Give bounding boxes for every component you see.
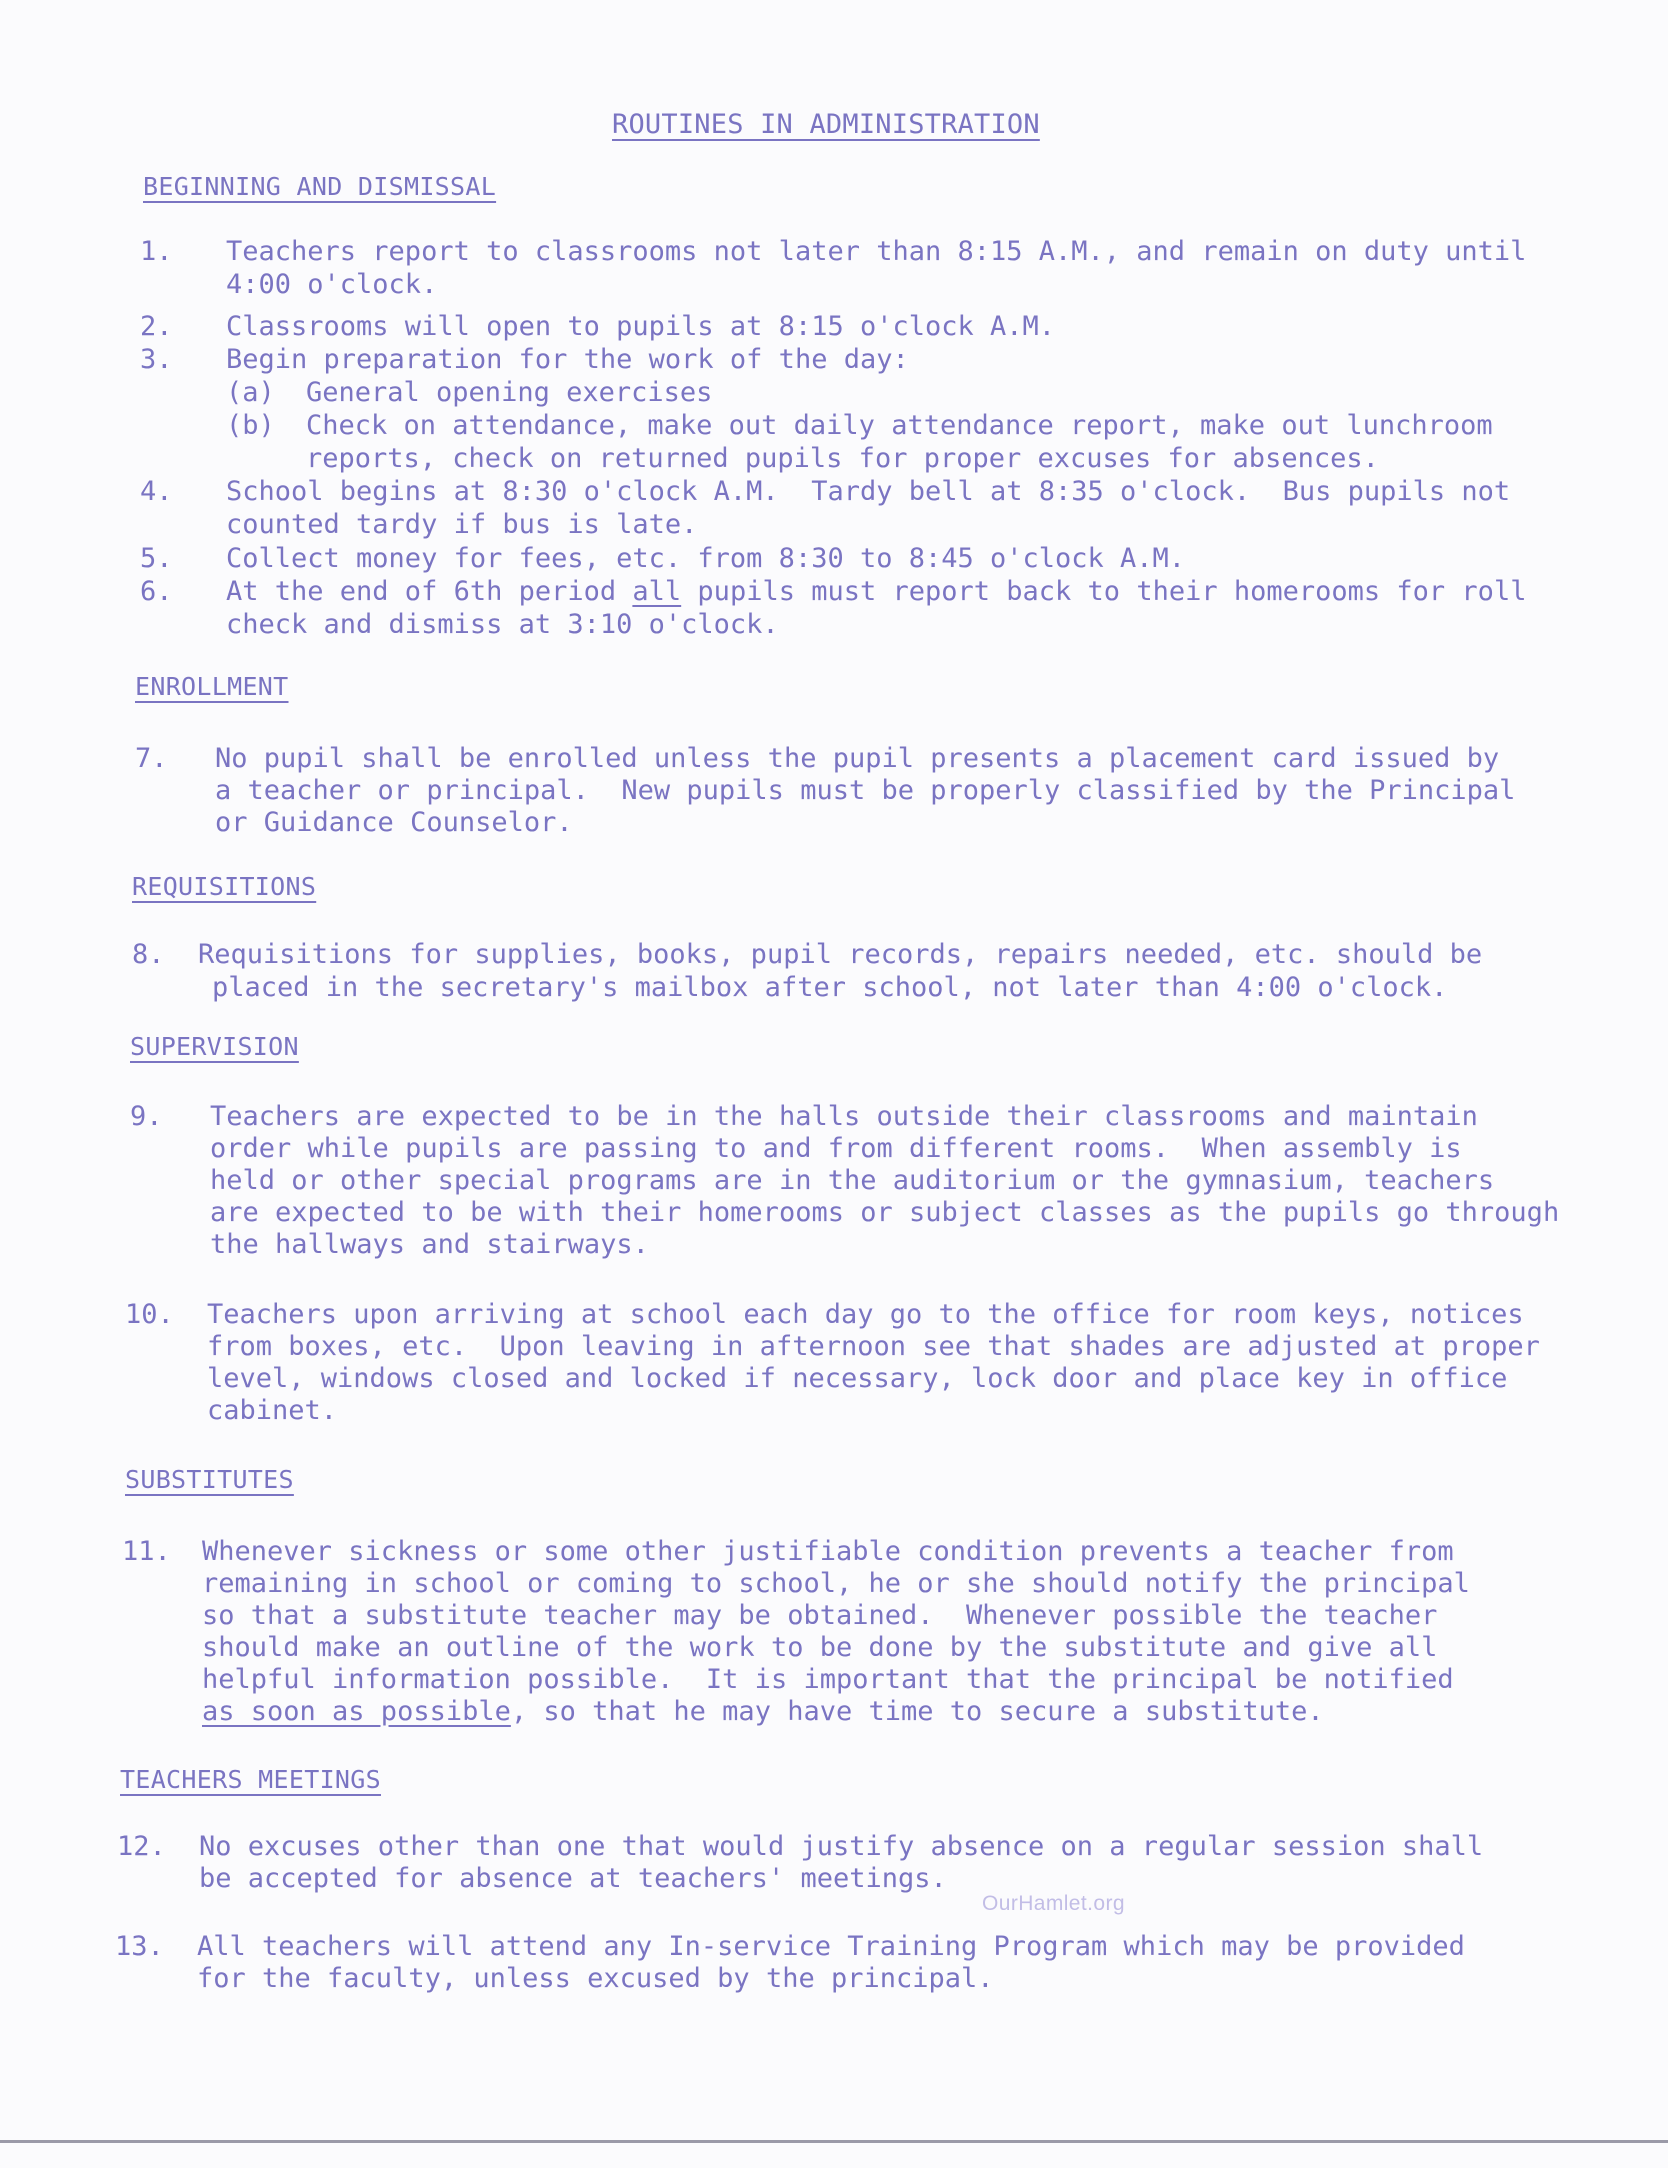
item-text-line: 4:00 o'clock.: [226, 269, 438, 300]
item-text-line: a teacher or principal. New pupils must be properly classified by the Principal: [215, 775, 1516, 806]
item-text-line: Requisitions for supplies, books, pupil records, repairs needed, etc. should be: [198, 939, 1483, 970]
item-text-line: are expected to be with their homerooms or subject classes as the pupils go through: [210, 1197, 1560, 1228]
item-text-line: from boxes, etc. Upon leaving in afternoon see that shades are adjusted at proper: [207, 1331, 1540, 1362]
item-text-line: Collect money for fees, etc. from 8:30 to 8:45 o'clock A.M.: [226, 543, 1186, 574]
item-number: 6.: [140, 576, 173, 607]
item-text-line: held or other special programs are in the auditorium or the gymnasium, teachers: [210, 1165, 1495, 1196]
heading-supervision: SUPERVISION: [130, 1032, 299, 1061]
sub-label-a: (a): [226, 377, 275, 408]
heading-teachers-meetings: TEACHERS MEETINGS: [120, 1765, 381, 1794]
item-text-line: School begins at 8:30 o'clock A.M. Tardy bell at 8:35 o'clock. Bus pupils not: [226, 476, 1511, 507]
item-number: 12.: [117, 1831, 166, 1862]
item-text-line: be accepted for absence at teachers' meetings.: [199, 1863, 947, 1894]
item-text-line: for the faculty, unless excused by the principal.: [197, 1963, 994, 1994]
item-text-line: No pupil shall be enrolled unless the pupil presents a placement card issued by: [215, 743, 1500, 774]
watermark-ourhamlet: OurHamlet.org: [982, 1892, 1125, 1915]
item-text-line: placed in the secretary's mailbox after school, not later than 4:00 o'clock.: [212, 972, 1448, 1003]
item-text-line: Classrooms will open to pupils at 8:15 o'clock A.M.: [226, 311, 1056, 342]
item-number: 8.: [132, 939, 165, 970]
item-text-line: helpful information possible. It is important that the principal be notified: [202, 1664, 1454, 1695]
item-text-line: [226, 575, 1526, 608]
item-text-line: Teachers report to classrooms not later than 8:15 A.M., and remain on duty until: [226, 236, 1527, 267]
item-text-line: so that a substitute teacher may be obtained. Whenever possible the teacher: [202, 1600, 1438, 1631]
item-text-line: counted tardy if bus is late.: [226, 509, 698, 540]
sub-text-line: reports, check on returned pupils for proper excuses for absences.: [306, 443, 1379, 474]
item-text-line: check and dismiss at 3:10 o'clock.: [226, 609, 779, 640]
heading-substitutes: SUBSTITUTES: [125, 1465, 294, 1494]
item-number: 11.: [122, 1536, 171, 1567]
item-text-line: Whenever sickness or some other justifiable condition prevents a teacher from: [202, 1536, 1454, 1567]
item-text-line: Teachers upon arriving at school each day go to the office for room keys, notices: [207, 1299, 1524, 1330]
item-text-segment: pupils must report back to their homerooms for roll: [681, 576, 1527, 607]
item-text-line: level, windows closed and locked if necessary, lock door and place key in office: [207, 1363, 1508, 1394]
item-number: 5.: [140, 543, 173, 574]
item-text-line: or Guidance Counselor.: [215, 807, 573, 838]
bottom-edge-rule: [0, 2140, 1668, 2143]
emphasized-word: all: [632, 576, 682, 607]
heading-requisitions: REQUISITIONS: [132, 872, 317, 901]
item-number: 3.: [140, 344, 173, 375]
item-number: 2.: [140, 311, 173, 342]
sub-text-line: Check on attendance, make out daily attendance report, make out lunchroom: [306, 410, 1493, 441]
item-text-segment: , so that he may have time to secure a substitute.: [510, 1696, 1324, 1727]
item-text-line: cabinet.: [207, 1395, 338, 1426]
item-number: 7.: [135, 743, 168, 774]
item-text-segment: At the end of 6th period: [226, 576, 633, 607]
item-number: 13.: [115, 1931, 164, 1962]
item-text-line: Begin preparation for the work of the day:: [226, 344, 909, 375]
sub-text-line: General opening exercises: [306, 377, 713, 408]
item-text-line: remaining in school or coming to school, he or she should notify the principal: [202, 1568, 1470, 1599]
page-title: ROUTINES IN ADMINISTRATION: [612, 109, 1040, 140]
item-text-line: All teachers will attend any In-service Training Program which may be provided: [197, 1931, 1465, 1962]
item-number: 4.: [140, 476, 173, 507]
item-text-line: [202, 1695, 1324, 1728]
sub-label-b: (b): [226, 410, 275, 441]
item-text-line: order while pupils are passing to and from different rooms. When assembly is: [210, 1133, 1462, 1164]
item-number: 1.: [140, 236, 173, 267]
item-text-line: should make an outline of the work to be done by the substitute and give all: [202, 1632, 1438, 1663]
item-text-line: No excuses other than one that would justify absence on a regular session shall: [199, 1831, 1484, 1862]
item-number: 10.: [125, 1299, 174, 1330]
item-number: 9.: [130, 1101, 163, 1132]
item-text-line: Teachers are expected to be in the halls outside their classrooms and maintain: [210, 1101, 1478, 1132]
emphasized-phrase: as soon as possible: [202, 1696, 511, 1727]
heading-enrollment: ENROLLMENT: [135, 672, 289, 701]
heading-beginning-dismissal: BEGINNING AND DISMISSAL: [143, 172, 497, 201]
item-text-line: the hallways and stairways.: [210, 1229, 649, 1260]
